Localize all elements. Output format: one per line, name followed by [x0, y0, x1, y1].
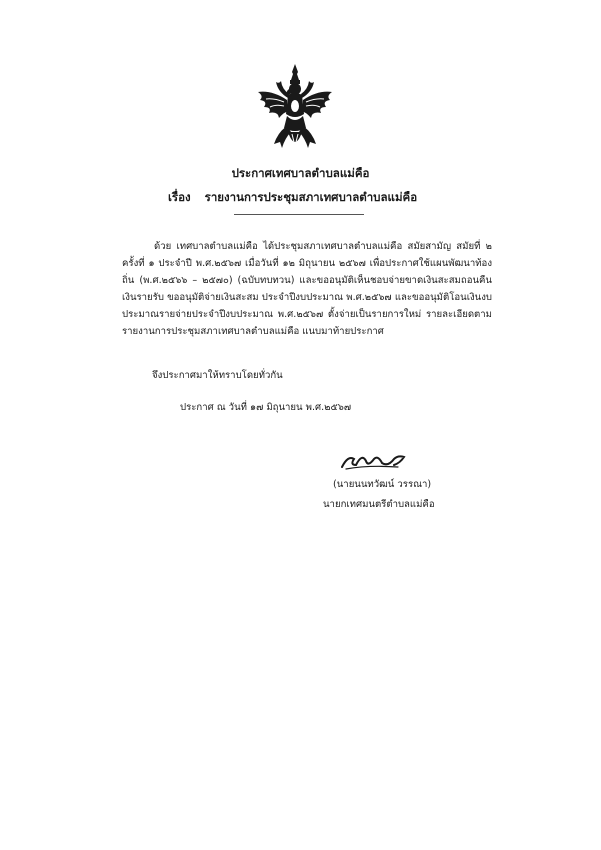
subject-line [168, 190, 417, 205]
signature-mark [338, 445, 410, 475]
garuda-emblem-icon [254, 62, 336, 154]
announcement-closing: จึงประกาศมาให้ทราบโดยทั่วกัน [152, 370, 283, 381]
announcement-heading: ประกาศเทศบาลตำบลแม่คือ [231, 166, 370, 180]
signer-name: (นายนนทวัฒน์ วรรณา) [333, 479, 432, 490]
heading-divider [234, 214, 364, 215]
announcement-date: ประกาศ ณ วันที่ ๑๗ มิถุนายน พ.ศ.๒๕๖๗ [180, 402, 352, 413]
subject-text: รายงานการประชุมสภาเทศบาลตำบลแม่คือ [204, 190, 418, 204]
subject-label: เรื่อง [168, 190, 191, 204]
body-paragraph: ด้วย เทศบาลตำบลแม่คือ ได้ประชุมสภาเทศบาลตำบลแม่คือ สมัยสามัญ สมัยที่ ๒ ครั้งที่ ๑ ประจำปี พ.ศ.๒๕๖๗ เมื่อวันที่ ๑๒ มิถุนายน ๒๕๖๗ เพื่อประกาศใช้แผนพัฒนาท้องถิ่น (พ.ศ.๒๕๖๖ – ๒๕๗๐) (ฉบับทบทวน) และขออนุมัติเห็นชอบจ่ายขาดเงินสะสมถอนคืนเงินรายรับ ขออนุมัติจ่ายเงินสะสม ประจำปีงบประมาณ พ.ศ.๒๕๖๗ และขออนุมัติโอนเงินงบประมาณรายจ่ายประจำปีงบประมาณ พ.ศ.๒๕๖๗ ตั้งจ่ายเป็นรายการใหม่ รายละเอียดตามรายงานการประชุมสภาเทศบาลตำบลแม่คือ แนบมาท้ายประกาศ [122, 241, 492, 337]
signer-title: นายกเทศมนตรีตำบลแม่คือ [323, 499, 435, 510]
